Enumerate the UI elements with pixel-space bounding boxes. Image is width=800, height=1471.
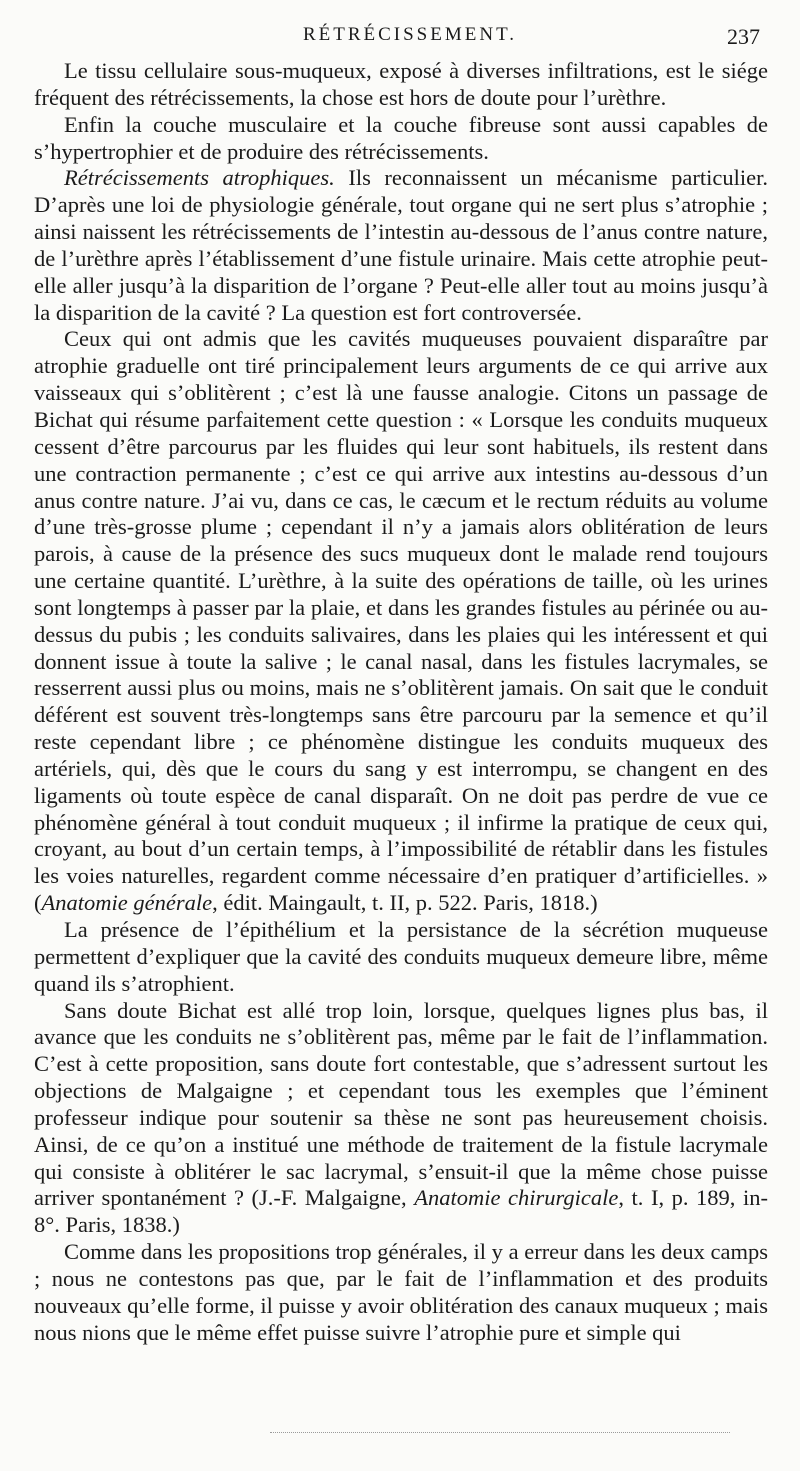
paragraph-text: La présence de l’épithélium et la persistance de la sécrétion muqueuse permettent d’expliquer que la cavité des conduits muqueux demeure libre, même quand ils s’atrophient.	[34, 917, 768, 996]
running-title: RÉTRÉCISSEMENT.	[302, 24, 518, 45]
paragraph-text: Comme dans les propositions trop générales, il y a erreur dans les deux camps ; nous ne contestons pas que, par le fait de l’inflammation et des produits nouveaux qu’elle forme, il puisse y avoir oblitération des canaux muqueux ; mais nous nions que le même effet puisse suivre l’atrophie pure et simple qui	[34, 1239, 768, 1345]
paragraph	[34, 998, 768, 1240]
paragraph-text: Ils reconnaissent un mécanisme particulier. D’après une loi de physiologie générale, tout organe qui ne sert plus s’atrophie ; ainsi naissent les rétrécissements de l’intestin au-dessous de l’anus contre nature, de l’urèthre après l’établissement d’une fistule urinaire. Mais cette atrophie peut-elle aller jusqu’à la disparition de l’organe ? Peut-elle aller tout au moins jusqu’à la disparition de la cavité ? La question est fort controversée.	[34, 165, 768, 325]
body-text	[34, 58, 768, 1347]
page-header	[60, 24, 760, 54]
paragraph-text: Enfin la couche musculaire et la couche fibreuse sont aussi capables de s’hypertrophier et de produire des rétrécissements.	[34, 111, 768, 164]
page-number: 237	[727, 24, 760, 49]
citation-title: Anatomie chirurgicale	[414, 1185, 619, 1211]
paragraph	[34, 112, 768, 166]
citation-details: , édit. Maingault, t. II, p. 522. Paris, 1818.)	[212, 890, 598, 916]
paragraph	[34, 917, 768, 998]
paragraph	[34, 58, 768, 112]
paragraph	[34, 1239, 768, 1346]
section-lead: Rétrécissements atrophiques.	[64, 165, 335, 191]
paragraph	[34, 165, 768, 326]
paragraph	[34, 326, 768, 917]
footer-rule	[270, 1432, 730, 1433]
paragraph-text: Ceux qui ont admis que les cavités muqueuses pouvaient disparaître par atrophie graduelle ont tiré principalement leurs arguments de ce qui arrive aux vaisseaux qui s’oblitèrent ; c’est là une fausse analogie. Citons un passage de Bichat qui résume parfaitement cette question : « Lorsque les conduits muqueux cessent d’être parcourus par les fluides qui leur sont habituels, ils restent dans une contraction permanente ; c’est ce qui arrive aux intestins au-dessous d’un anus contre nature. J’ai vu, dans ce cas, le cæcum et le rectum réduits au volume d’une très-grosse plume ; cependant il n’y a jamais alors oblitération de leurs parois, à cause de la présence des sucs muqueux dont le malade rend toujours une certaine quantité. L’urèthre, à la suite des opérations de taille, où les urines sont longtemps à passer par la plaie, et dans les grandes fistules au périnée ou au-dessus du pubis ; les conduits salivaires, dans les plaies qui les intéressent et qui donnent issue à toute la salive ; le canal nasal, dans les fistules lacrymales, se resserrent aussi plus ou moins, mais ne s’oblitèrent jamais. On sait que le conduit déférent est souvent très-longtemps sans être parcouru par la semence et qu’il reste cependant libre ; ce phénomène distingue les conduits muqueux des artériels, qui, dès que le cours du sang y est interrompu, se changent en des ligaments où toute espèce de canal disparaît. On ne doit pas perdre de vue ce phénomène général à tout conduit muqueux ; il infirme la pratique de ceux qui, croyant, au bout d’un certain temps, à l’impossibilité de rétablir dans les fistules les voies naturelles, regardent comme nécessaire d’en pratiquer d’artificielles. » (	[34, 326, 768, 916]
paragraph-text: Sans doute Bichat est allé trop loin, lorsque, quelques lignes plus bas, il avance que les conduits ne s’oblitèrent pas, même par le fait de l’inflammation. C’est à cette proposition, sans doute fort contestable, que s’adressent surtout les objections de Malgaigne ; et cependant tous les exemples que l’éminent professeur indique pour soutenir sa thèse ne sont pas heureusement choisis. Ainsi, de ce qu’on a institué une méthode de traitement de la fistule lacrymale qui consiste à oblitérer le sac lacrymal, s’ensuit-il que la même chose puisse arriver spontanément ? (J.-F. Malgaigne,	[34, 997, 768, 1211]
citation-title: Anatomie générale	[41, 890, 213, 916]
paragraph-text: Le tissu cellulaire sous-muqueux, exposé à diverses infiltrations, est le siége fréquent des rétrécissements, la chose est hors de doute pour l’urèthre.	[34, 58, 768, 110]
citation-details: , t. I, p. 189, in-8°. Paris, 1838.)	[34, 1185, 768, 1238]
